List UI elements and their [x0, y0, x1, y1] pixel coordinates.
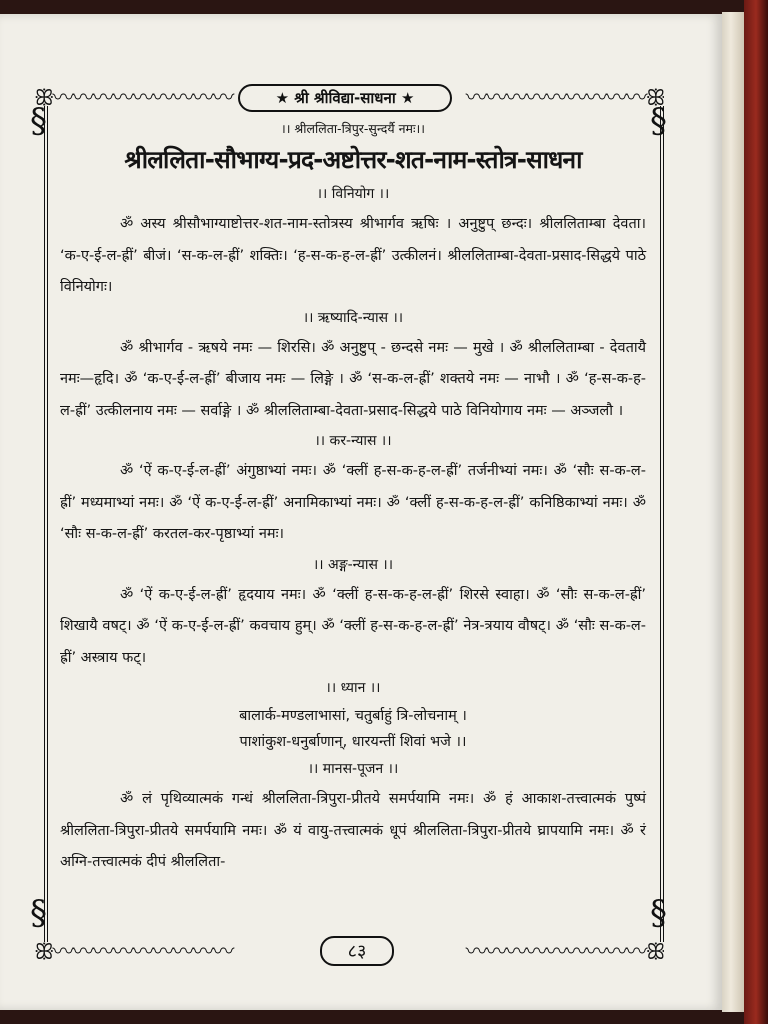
section-text-viniyoga: ॐ अस्य श्रीसौभाग्याष्टोत्तर-शत-नाम-स्तोत्रस्य श्रीभार्गव ऋषिः । अनुष्टुप् छन्दः। श्रीललिताम्बा देवता। ‘क-ए-ई-ल-ह्रीं’ बीजं। ‘स-क-ल-ह्रीं’ शक्तिः। ‘ह-स-क-ह-ल-ह्रीं’ उत्कीलनं। श्रीललिताम्बा-देवता-प्रसाद-सिद्धये पाठे विनियोगः। [60, 216, 646, 295]
invocation-line: ।। श्रीललिता-त्रिपुर-सुन्दर्यै नमः।। [280, 121, 426, 136]
section-text-manasa-pujana: ॐ लं पृथिव्यात्मकं गन्धं श्रीललिता-त्रिपुरा-प्रीतये समर्पयामि नमः। ॐ हं आकाश-तत्त्वात्मकं पुष्पं श्रीललिता-त्रिपुरा-प्रीतये समर्पयामि नमः। ॐ यं वायु-तत्त्वात्मकं धूपं श्रीललिता-त्रिपुरा-प्रीतये घ्रापयामि नमः। ॐ रं अग्नि-तत्त्वात्मकं दीपं श्रीललिता- [60, 791, 646, 870]
section-heading-viniyoga: ।। विनियोग ।। [316, 186, 390, 202]
corner-scroll-icon: § [30, 101, 47, 141]
corner-scroll-icon: § [30, 893, 47, 933]
section-heading-kara-nyasa: ।। कर-न्यास ।। [314, 433, 392, 449]
top-scroll-ornament: ꕥ〰〰〰〰〰〰〰〰〰 〰〰〰〰〰〰〰〰〰ꕥ [34, 86, 664, 106]
section-heading-rishyadi-nyasa: ।। ऋष्यादि-न्यास ।। [302, 309, 404, 326]
section-text-rishyadi-nyasa: ॐ श्रीभार्गव - ऋषये नमः — शिरसि। ॐ अनुष्टुप् - छन्दसे नमः — मुखे । ॐ श्रीललिताम्बा - देवतायै नमः—हृदि। ॐ ‘क-ए-ई-ल-ह्रीं’ बीजाय नमः — लिङ्गे । ॐ ‘स-क-ल-ह्रीं’ शक्तये नमः — नाभौ । ॐ ‘ह-स-क-ह-ल-ह्रीं’ उत्कीलनाय नमः — सर्वाङ्गे । ॐ श्रीललिताम्बा-देवता-प्रसाद-सिद्धये पाठे विनियोगाय नमः — अञ्जलौ । [60, 339, 646, 419]
section-heading-manasa-pujana: ।। मानस-पूजन ।। [307, 761, 399, 777]
dhyana-verse-line-2: पाशांकुश-धनुर्बाणान्, धारयन्तीं शिवां भजे ।। [239, 734, 467, 750]
bottom-scroll-ornament: ꕥ〰〰〰〰〰〰〰〰〰 〰〰〰〰〰〰〰〰〰ꕥ [34, 940, 664, 960]
corner-scroll-icon: § [650, 101, 667, 141]
section-text-anga-nyasa: ॐ ‘ऐं क-ए-ई-ल-ह्रीं’ हृदयाय नमः। ॐ ‘क्लीं ह-स-क-ह-ल-ह्रीं’ शिरसे स्वाहा। ॐ ‘सौः स-क-ल-ह्रीं’ शिखायै वषट्। ॐ ‘ऐं क-ए-ई-ल-ह्रीं’ कवचाय हुम्। ॐ ‘क्लीं ह-स-क-ह-ल-ह्रीं’ नेत्र-त्रयाय वौषट्। ॐ ‘सौः स-क-ल-ह्रीं’ अस्त्राय फट्। [60, 586, 646, 666]
running-header: ★ श्री श्रीविद्या-साधना ★ [238, 84, 452, 112]
page-content [60, 120, 646, 879]
section-heading-anga-nyasa: ।। अङ्ग-न्यास ।। [312, 556, 394, 573]
page-title: श्रीललिता-सौभाग्य-प्रद-अष्टोत्तर-शत-नाम-स्तोत्र-साधना [124, 145, 582, 174]
page-number: ८३ [320, 936, 394, 966]
corner-scroll-icon: § [650, 893, 667, 933]
section-heading-dhyana: ।। ध्यान ।। [325, 680, 381, 696]
book-cover-edge [744, 0, 768, 1024]
section-text-kara-nyasa: ॐ ‘ऐं क-ए-ई-ल-ह्रीं’ अंगुष्ठाभ्यां नमः। ॐ ‘क्लीं ह-स-क-ह-ल-ह्रीं’ तर्जनीभ्यां नमः। ॐ ‘सौः स-क-ल-ह्रीं’ मध्यमाभ्यां नमः। ॐ ‘ऐं क-ए-ई-ल-ह्रीं’ अनामिकाभ्यां नमः। ॐ ‘क्लीं ह-स-क-ह-ल-ह्रीं’ कनिष्ठिकाभ्यां नमः। ॐ ‘सौः स-क-ल-ह्रीं’ करतल-कर-पृष्ठाभ्यां नमः। [60, 463, 646, 542]
page-stack-edge [722, 12, 744, 1012]
dhyana-verse-line-1: बालार्क-मण्डलाभासां, चतुर्बाहुं त्रि-लोचनाम् । [239, 708, 467, 724]
